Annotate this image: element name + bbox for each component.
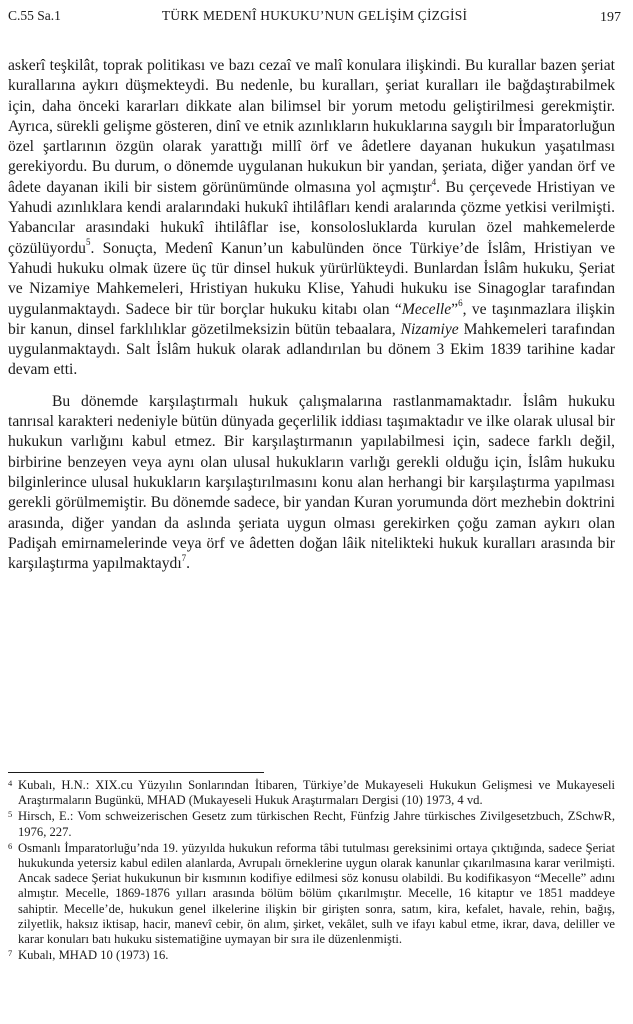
footnote-ref-4[interactable]: 4 bbox=[431, 176, 437, 187]
footnotes bbox=[8, 778, 615, 964]
footnote-4: 4 Kubalı, H.N.: XIX.cu Yüzyılın Sonlarından İtibaren, Türkiye’de Mukayeseli Hukukun Gelişmesi ve Mukayeseli Araştırmaların Bugünkü, MHAD (Mukayeseli Hukuk Araştırmaları Dergisi (10) 1973, 4 vd. bbox=[8, 778, 615, 808]
footnote-divider bbox=[8, 772, 264, 773]
footnote-ref-5[interactable]: 5 bbox=[85, 237, 91, 248]
footnote-ref-7[interactable]: 7 bbox=[181, 552, 187, 563]
running-title: TÜRK MEDENÎ HUKUKU’NUN GELİŞİM ÇİZGİSİ bbox=[161, 8, 468, 23]
journal-volume: C.55 Sa.1 bbox=[8, 8, 61, 23]
footnote-5: 5 Hirsch, E.: Vom schweizerischen Gesetz zum türkischen Recht, Fünfzig Jahre türkisches Zivilgesetzbuch, ZSchwR, 1976, 227. bbox=[8, 809, 615, 839]
running-header bbox=[8, 6, 621, 26]
nizamiye-term: Nizamiye bbox=[400, 320, 459, 338]
paragraph-1: askerî teşkilât, toprak politikası ve bazı cezaî ve malî konulara ilişkindi. Bu kurallar bazen şeriat kurallarına aykırı düşmekteydi. Bu nedenle, bu kuralları, şeriat kuralları ile bağdaştırabilmek için, daha önceki kararları dikkate alan bilimsel bir yorum metodu geliştirilmesi gerekmiştir. Ayrıca, sürekli gelişme gösteren, dinî ve etnik azınlıkların hukuklarına saygılı bir İmparatorluğun özel şartlarının özgün olarak yarattığı millî örf ve âdetlere dayanan hukukun yaşatılması gerekiyordu. Bu durum, o dönemde uygulanan hukukun bir yandan, şeriata, diğer yandan örf ve âdete dayanan ikili bir sistem görünümünde olmasına yol açmıştır$^4$. Bu çerçevede Hristiyan ve Yahudi azınlıklara kendi aralarındaki hukukî ihtilâfları kendi aralarında çözme yetkisi verilmişti. Yabancılar arasındaki hukukî ihtilâflar ise, konsolosluklarda kurulan özel mahkemelerde çözülüyordu$^5$. Sonuçta, Medenî Kanun’un kabulünden önce Türkiye’de İslâm, Hristiyan ve Yahudi hukuku olmak üzere üç tür dinsel hukuk yürürlükteydi. Bunlardan İslâm hukuku, Şeriat ve Nizamiye Mahkemeleri, Hristiyan hukuku Klise, Yahudi hukuku ise Sinagoglar tarafından uygulanmaktaydı. Sadece bir tür borçlar hukuku kitabı olan “Mecelle”$^6$, ve taşınmazlara ilişkin bir kanun, dinsel farklılıklar gözetilmeksizin bütün tebaalara, Nizamiye Mahkemeleri tarafından uygulanmaktaydı. Salt İslâm hukuk olarak adlandırılan bu dönem 3 Ekim 1839 tarihine kadar devam etti. bbox=[8, 57, 615, 379]
body-text bbox=[8, 56, 615, 574]
mecelle-term: Mecelle bbox=[401, 300, 452, 318]
footnote-7: 7 Kubalı, MHAD 10 (1973) 16. bbox=[8, 948, 169, 963]
footnote-6: 6 Osmanlı İmparatorluğu’nda 19. yüzyılda hukukun reforma tâbi tutulması gereksinimi ortaya çıktığında, sadece Şeriat hukukunda yetersiz kabul edilen alanlarda, Avrupalı örneklerine uygun olarak kanunlar çıkarılmasına karar verilmişti. Ancak sadece Şeriat hukukunun bir kısmının kodifiye edilmesi söz konusu olabildi. Bu kodifikasyon “Mecelle” adını almıştır. Mecelle, 1869-1876 yılları arasında bölüm bölüm çıkarılmıştır. Mecelle, 16 kitaptır ve 1851 maddeye sahiptir. Mecelle’de, hukukun genel ilkelerine ilişkin bir girişten sonra, satım, kira, kefalet, havale, rehin, bağış, zilyetlik, haksız iktisap, hacir, manevî cebir, ön alım, şirket, vekâlet, sulh ve ifayı kabul etme, ikrar, dava, deliller ve karar konuları batı hukuku sistematiğine uymayan bir sıra ile düzenlenmişti. bbox=[8, 840, 615, 947]
page-number: 197 bbox=[600, 10, 621, 25]
paragraph-2: Bu dönemde karşılaştırmalı hukuk çalışmalarına rastlanmamaktadır. İslâm hukuku tanrısal karakteri nedeniyle bütün dünyada geçerlilik iddiası taşımaktadır ve ilke olarak ulusal bir hukukun varlığını kabul etmez. Bir karşılaştırmanın yapılabilmesi için, sadece farklı değil, birbirine benzeyen veya aynı olan ulusal hukukların varlığı gerekli olduğu için, İslâm hukuku bilginlerince ulusal hukukların karşılaştırılmasını konu alan herhangi bir karşılaştırma yapılması gerekli görülmemiştir. Bu dönemde sadece, bir yandan Kuran yorumunda dört mezhebin doktrini arasında, diğer yandan da aslında şeriata uygun olması gerekirken çoğu zaman aykırı olan Padişah emirnamelerinde veya örf ve âdetten doğan lâik nitelikteki hukuk kuralları arasında bir karşılaştırma yapılmaktaydı$^7$. bbox=[8, 392, 615, 573]
footnote-ref-6[interactable]: 6 bbox=[458, 298, 463, 309]
